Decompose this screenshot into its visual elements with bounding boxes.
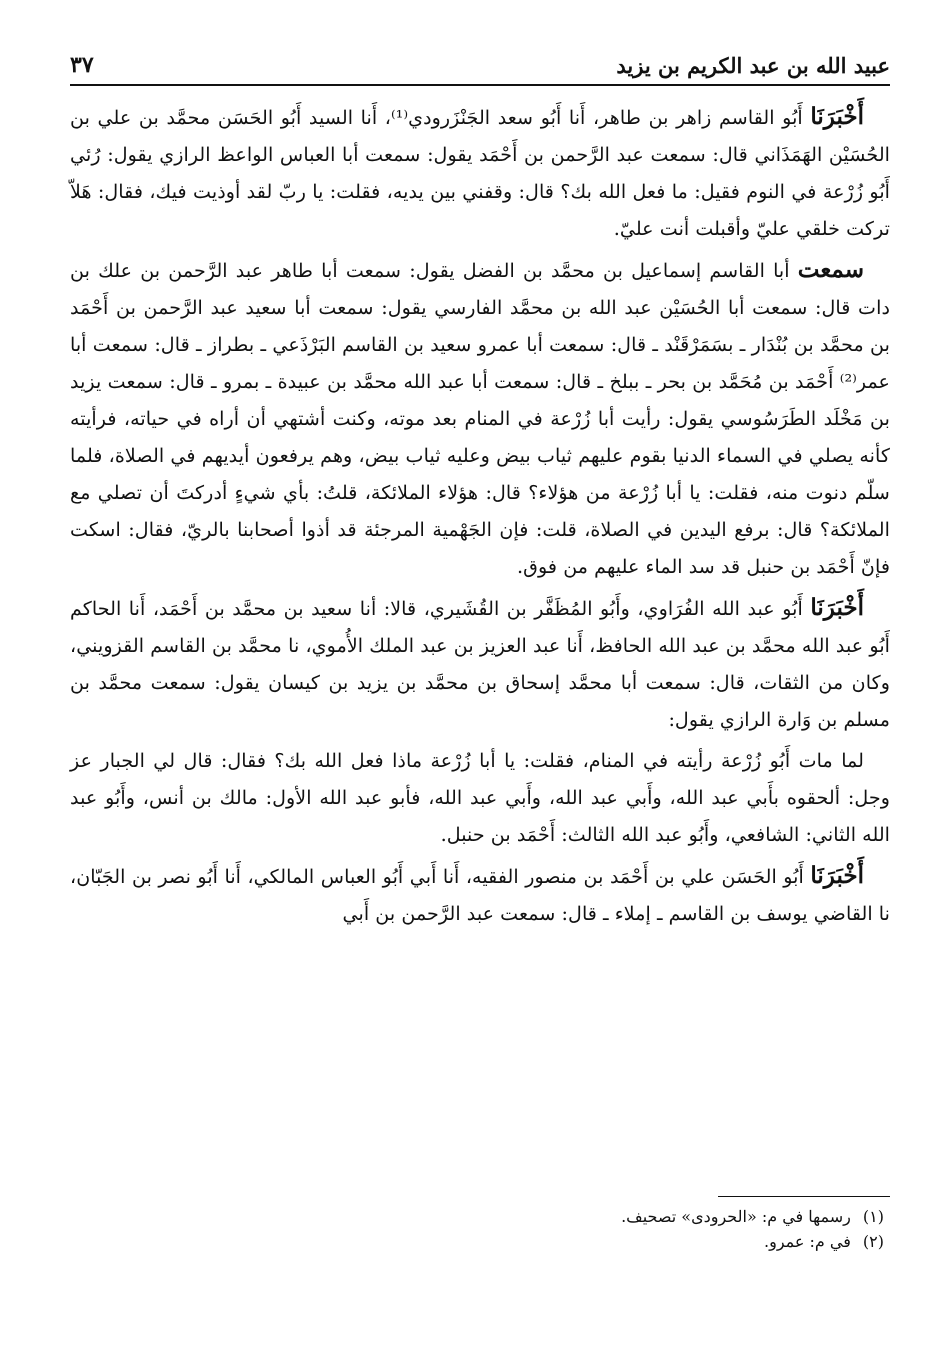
paragraph-keyword: أَخْبَرَنَا <box>810 594 864 621</box>
page-number: ٣٧ <box>70 52 94 78</box>
paragraph-keyword: سمعت <box>797 256 864 283</box>
running-title: عبيد الله بن عبد الكريم بن يزيد <box>616 53 890 78</box>
paragraph-3 <box>70 589 890 738</box>
footnote-text: رسمها في م: «الحرودى» تصحيف. <box>621 1207 851 1226</box>
footnote-marker: (٢) <box>862 1232 884 1251</box>
paragraph-4 <box>70 742 890 853</box>
paragraph-text: أَبُو الحَسَن علي بن أَحْمَد بن منصور الفقيه، أَنا أَبي أَبُو العباس المالكي، أَنا أَبُو نصر بن الجَبّان، نا القاضي يوسف بن القاسم ـ إملاء ـ قال: سمعت عبد الرَّحمن بن أَبي <box>70 865 890 925</box>
page-header <box>70 38 890 86</box>
paragraph-2 <box>70 251 890 585</box>
footnote-text: في م: عمرو. <box>764 1232 851 1251</box>
footnote-2 <box>70 1229 884 1254</box>
footnotes <box>70 1204 884 1254</box>
footnote-marker: (١) <box>862 1207 884 1226</box>
paragraph-5 <box>70 857 890 932</box>
main-text <box>70 98 890 936</box>
paragraph-1 <box>70 98 890 247</box>
paragraph-text: أَبُو عبد الله الفُرَاوي، وأَبُو المُظَفَّر بن القُشَيري، قالا: أنا سعيد بن محمَّد بن أَحْمَد، أَنا الحاكم أَبُو عبد الله محمَّد بن عبد الله الحافظ، أَنا عبد العزيز بن عبد الملك الأُموي، نا محمَّد بن القاسم القزويني، وكان من الثقات، قال: سمعت أبا محمَّد إسحاق بن محمَّد بن يزيد بن كيسان يقول: سمعت محمَّد بن مسلم بن وَارة الرازي يقول: <box>70 597 890 731</box>
paragraph-keyword: أَخْبَرَنَا <box>810 862 864 889</box>
paragraph-text: أبا القاسم إسماعيل بن محمَّد بن الفضل يقول: سمعت أبا طاهر عبد الرَّحمن بن علك بن دات قال: سمعت أبا الحُسَيْن عبد الله بن محمَّد الفارسي يقول: سمعت أبا سعيد عبد الرَّحمن بن أَحْمَد بن محمَّد بن بُنْدَار ـ بسَمَرْقَنْد ـ قال: سمعت أبا عمرو سعيد بن القاسم البَرْذَعي ـ بطراز ـ قال: سمعت أبا عمر⁽²⁾ أَحْمَد بن مُحَمَّد بن بحر ـ ببلخ ـ قال: سمعت أبا عبد الله محمَّد بن عبيدة ـ بمرو ـ قال: سمعت يزيد بن مَخْلَد الطَرَسُوسي يقول: رأيت أبا زُرْعة في المنام بعد موته، وكنت أشتهي أن أراه في حياته، فرأيته كأنه يصلي في السماء الدنيا بقوم عليهم ثياب بيض وعليه ثياب بيض، وهم يرفعون أيديهم في الصلاة، فلما سلّم دنوت منه، فقلت: يا أبا زُرْعة من هؤلاء؟ قال: هؤلاء الملائكة، قلتُ: بأي شيءٍ أدركتَ أن تصلي مع الملائكة؟ قال: برفع اليدين في الصلاة، قلت: فإن الجَهْمية المرجئة قد أذوا أصحابنا بالريّ، فقال: اسكت فإنّ أَحْمَد بن حنبل قد سد الماء عليهم من فوق. <box>70 259 890 578</box>
footnote-divider <box>718 1196 890 1197</box>
paragraph-keyword: أَخْبَرَنَا <box>810 103 864 130</box>
footnote-1 <box>70 1204 884 1229</box>
paragraph-text: أَبُو القاسم زاهر بن طاهر، أَنا أَبُو سعد الجَنْزَرودي⁽¹⁾، أَنا السيد أَبُو الحَسَن محمَّد بن علي بن الحُسَيْن الهَمَذَاني قال: سمعت عبد الرَّحمن بن أَحْمَد يقول: سمعت أبا العباس الواعظ الرازي يقول: رُئي أَبُو زُرْعة في النوم فقيل: ما فعل الله بك؟ قال: وقفني بين يديه، فقلت: يا ربّ لقد أوذيت فيك، فقال: هَلاّ تركت خلقي عليّ وأقبلت أنت عليّ. <box>70 106 890 240</box>
paragraph-text: لما مات أَبُو زُرْعة رأيته في المنام، فقلت: يا أبا زُرْعة ماذا فعل الله بك؟ فقال: قال لي الجبار عز وجل: ألحقوه بأَبي عبد الله، وأَبي عبد الله، وأَبي عبد الله، فأبو عبد الله الأول: مالك بن أنس، وأَبُو عبد الله الثاني: الشافعي، وأَبُو عبد الله الثالث: أَحْمَد بن حنبل. <box>70 749 890 846</box>
